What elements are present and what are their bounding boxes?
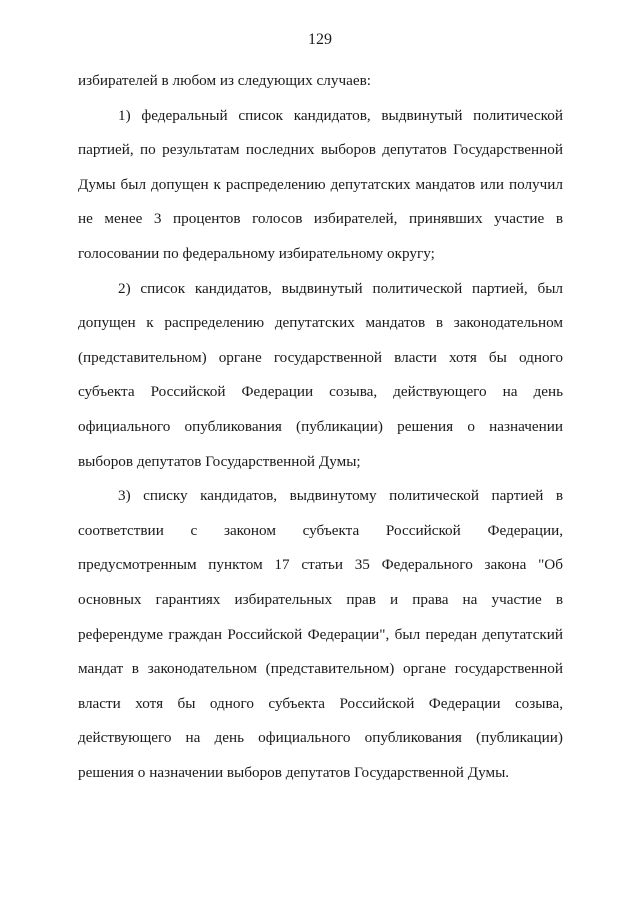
paragraph-item-2: 2) список кандидатов, выдвинутый политической партией, был допущен к распределению депутатских мандатов в законодательном (представительном) органе государственной власти хотя бы одного субъекта Российской Федерации созыва, действующего на день официального опубликования (публикации) решения о назначении выборов депутатов Государственной Думы; bbox=[78, 279, 563, 470]
page-number: 129 bbox=[308, 31, 332, 48]
document-body bbox=[78, 64, 563, 790]
paragraph-item-3: 3) списку кандидатов, выдвинутому политической партией в соответствии с законом субъекта Российской Федерации, предусмотренным пунктом 17 статьи 35 Федерального закона "Об основных гарантиях избирательных прав и права на участие в референдуме граждан Российской Федерации", был передан депутатский мандат в законодательном (представительном) органе государственной власти хотя бы одного субъекта Российской Федерации созыва, действующего на день официального опубликования (публикации) решения о назначении выборов депутатов Государственной Думы. bbox=[78, 487, 563, 781]
paragraph-intro: избирателей в любом из следующих случаев: bbox=[78, 72, 371, 89]
paragraph-item-1: 1) федеральный список кандидатов, выдвинутый политической партией, по результатам последних выборов депутатов Государственной Думы был допущен к распределению депутатских мандатов или получил не менее 3 процентов голосов избирателей, принявших участие в голосовании по федеральному избирательному округу; bbox=[78, 106, 563, 262]
